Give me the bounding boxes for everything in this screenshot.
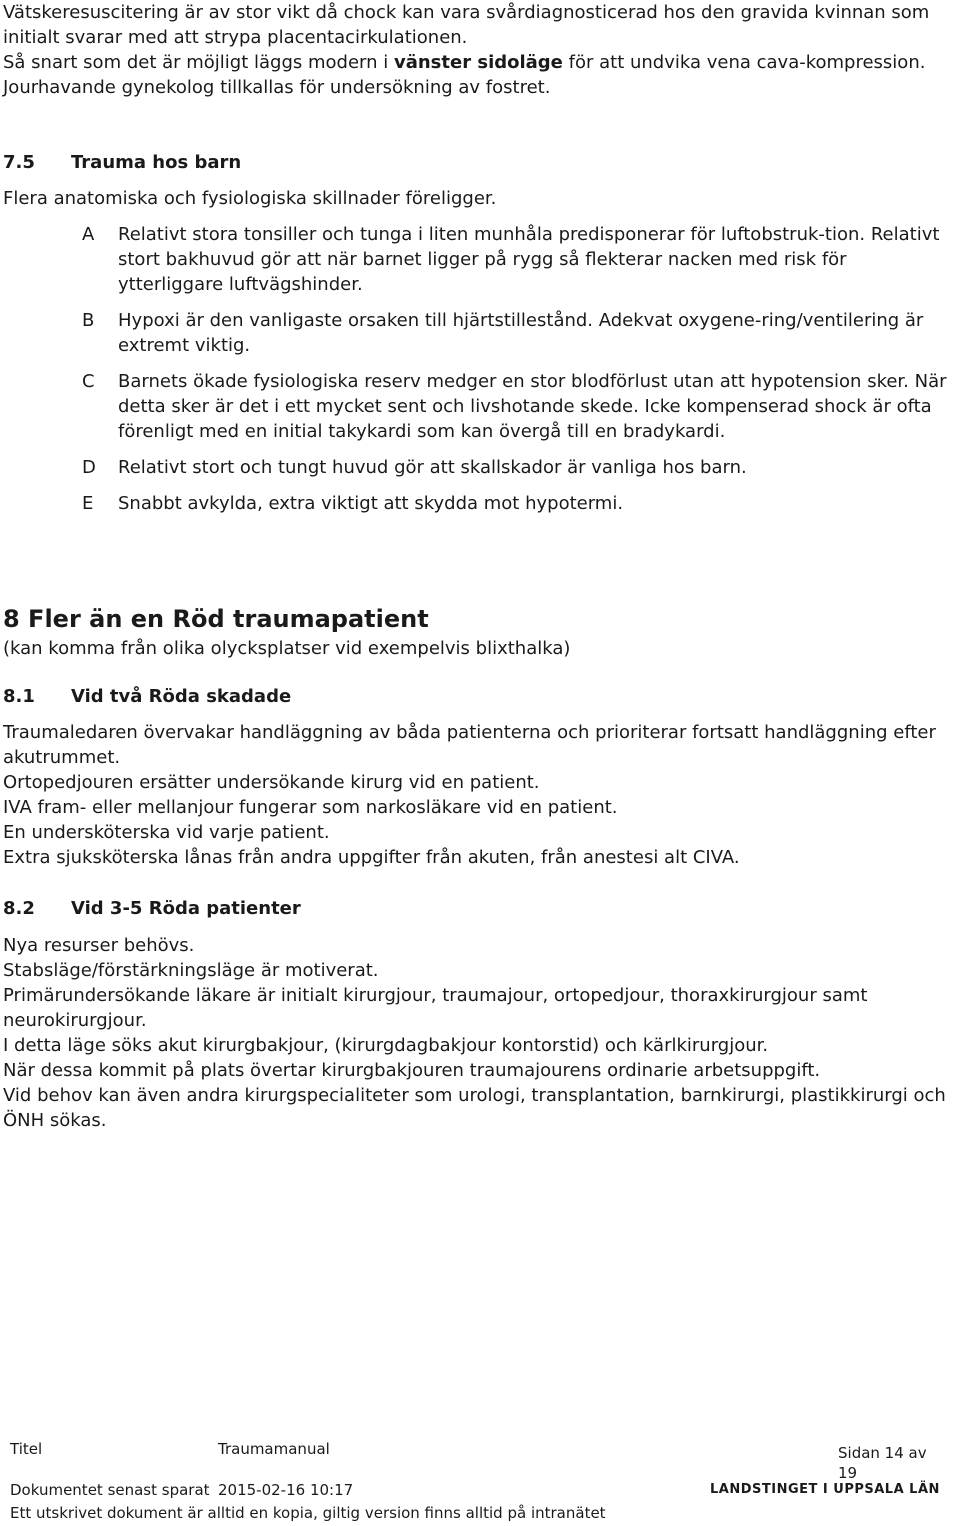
list-letter: B [82,310,95,331]
section-8-1-body [3,720,948,870]
section-number: 8.1 [3,686,35,707]
section-number: 8.2 [3,898,35,919]
section-heading-8-2 [3,896,301,921]
list-text: Snabbt avkylda, extra viktigt att skydda mot hypotermi. [118,493,624,514]
list-text: Hypoxi är den vanligaste orsaken till hjärtstillestånd. Adekvat oxygene-ring/ventilering är extremt viktig. [118,310,924,356]
body-line: När dessa kommit på plats övertar kirurgbakjouren traumajourens ordinarie arbetsuppgift. [3,1060,821,1081]
intro-text-2a: Så snart som det är möjligt läggs modern i [3,52,394,73]
body-line: IVA fram- eller mellanjour fungerar som narkosläkare vid en patient. [3,797,618,818]
footer-saved-label: Dokumentet senast sparat [10,1481,210,1499]
footer-organization: LANDSTINGET I UPPSALA LÄN [710,1482,940,1497]
body-line: I detta läge söks akut kirurgbakjour, (kirurgdagbakjour kontorstid) och kärlkirurgjour. [3,1035,769,1056]
differences-list [3,222,948,527]
body-line: Primärundersökande läkare är initialt kirurgjour, traumajour, ortopedjour, thoraxkirurgjour samt neurokirurgjour. [3,985,868,1031]
list-text: Barnets ökade fysiologiska reserv medger en stor blodförlust utan att hypotension sker. När detta sker är det i ett mycket sent och livshotande skede. Icke kompenserad shock är ofta förenligt med en initial takykardi som kan övergå till en bradykardi. [118,371,947,442]
footer-page-label: Sidan 14 av [838,1444,927,1462]
body-line: Vid behov kan även andra kirurgspecialiteter som urologi, transplantation, barnkirurgi, plastikkirurgi och ÖNH sökas. [3,1085,946,1131]
body-line: En undersköterska vid varje patient. [3,822,330,843]
footer-page-total: 19 [838,1464,858,1482]
body-line: Nya resurser behövs. [3,935,195,956]
section-heading-8-1 [3,684,291,709]
footer-disclaimer: Ett utskrivet dokument är alltid en kopia, giltig version finns alltid på intranätet [10,1504,606,1522]
list-letter: C [82,371,95,392]
footer-title-label: Titel [10,1440,43,1458]
body-line: Extra sjuksköterska lånas från andra uppgifter från akuten, från anestesi alt CIVA. [3,847,740,868]
intro-bold-text: vänster sidoläge [393,52,563,73]
section-title: Vid två Röda skadade [71,686,292,707]
list-letter: A [82,224,95,245]
section-number: 7.5 [3,152,35,173]
footer-title-value: Traumamanual [218,1440,330,1458]
list-item [3,491,948,516]
chapter-heading-8: 8 Fler än en Röd traumapatient [3,605,429,633]
intro-text-2b: för att undvika vena cava-kompression. [562,52,926,73]
list-item [3,222,948,297]
section-intro: Flera anatomiska och fysiologiska skillnader föreligger. [3,188,497,209]
section-title: Trauma hos barn [71,152,242,173]
list-text: Relativt stort och tungt huvud gör att skallskador är vanliga hos barn. [118,457,747,478]
body-line: Traumaledaren övervakar handläggning av båda patienterna och prioriterar fortsatt handläggning efter akutrummet. [3,722,936,768]
list-item [3,369,948,444]
page-footer [0,1420,960,1526]
footer-saved-value: 2015-02-16 10:17 [218,1481,354,1499]
section-heading-7-5 [3,150,241,175]
list-item [3,308,948,358]
intro-text-3: Jourhavande gynekolog tillkallas för undersökning av fostret. [3,77,551,98]
list-letter: E [82,493,94,514]
section-title: Vid 3-5 Röda patienter [71,898,301,919]
list-text: Relativt stora tonsiller och tunga i liten munhåla predisponerar för luftobstruk-tion. Relativt stort bakhuvud gör att när barnet ligger på rygg så flekterar nacken med risk för ytterliggare luftvägshinder. [118,224,940,295]
section-8-2-body [3,933,948,1133]
list-item [3,455,948,480]
body-line: Ortopedjouren ersätter undersökande kirurg vid en patient. [3,772,540,793]
list-letter: D [82,457,96,478]
body-line: Stabsläge/förstärkningsläge är motiverat. [3,960,379,981]
intro-paragraph [3,0,948,100]
chapter-subtitle: (kan komma från olika olycksplatser vid exempelvis blixthalka) [3,638,571,659]
intro-text-1: Vätskeresuscitering är av stor vikt då chock kan vara svårdiagnosticerad hos den gravida kvinnan som initialt svarar med att strypa placentacirkulationen. [3,2,930,48]
